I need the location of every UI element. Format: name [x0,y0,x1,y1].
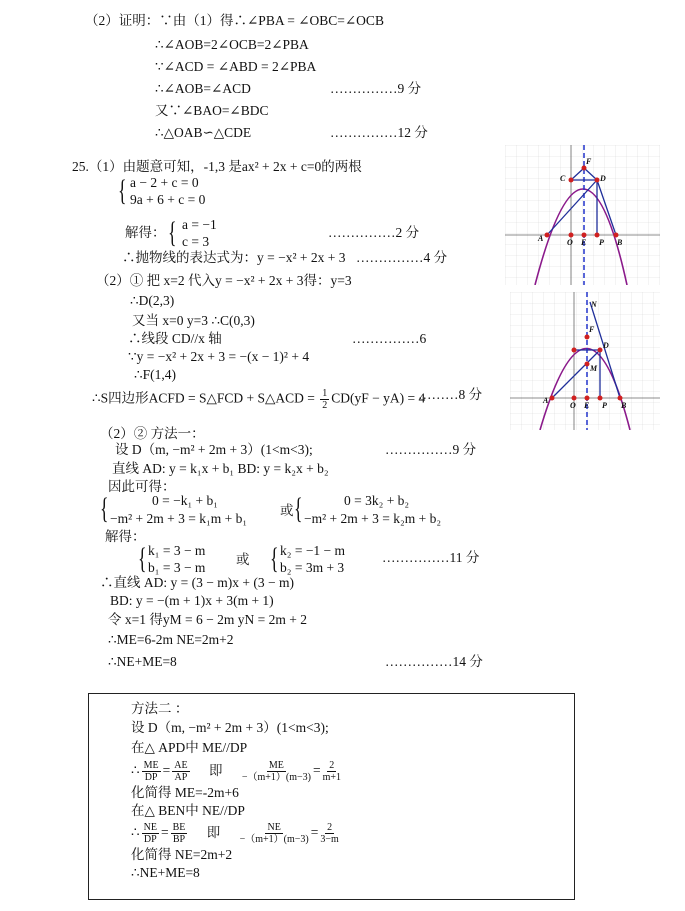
proof-score-9: ……………9 分 [330,81,422,96]
system-3-row-2: −m² + 2m + 3 = k₂m + b₂ [304,511,442,526]
proof-line-5: 又∵∠BAO=∠BDC [155,103,269,118]
sum-1: ∴NE+ME=8 [108,654,177,669]
ad-line: ∴直线 AD: y = (3 − m)x + (3 − m) [100,575,294,590]
system-1-row-2: 9a + 6 + c = 0 [130,192,206,207]
proof-line-1: （2）证明：∵由（1）得∴∠PBA = ∠OBC=∠OCB [85,13,384,28]
q25-intro: 25.（1）由题意可知，-1,3 是ax² + 2x + c=0的两根 [72,159,362,174]
method2-ratio-1: ∴ $\frac{ME}{DP}$ = $\frac{AE}{AP}$ 即 $\frac{ME}{-(m+1)(m-3)}$ = $\frac{2}{m+1}$ [131,760,341,783]
method2-sum: ∴NE+ME=8 [131,865,200,880]
proof-line-4: ∴∠AOB=∠ACD [155,81,251,96]
method1-lines: 直线 AD: y = k₁x + b₁ BD: y = k₂x + b₂ [112,461,329,476]
graph2-label-F: F [589,325,595,334]
method1-d: 设 D（m, −m² + 2m + 3）(1<m<3); [115,442,313,457]
graph1-label-E: E [581,238,587,247]
area-half-fraction: $\frac{1}{2}$ [322,388,328,411]
system-2-row-2: −m² + 2m + 3 = k₁m + b₁ [110,511,248,526]
method1-title: （2）② 方法一： [100,426,205,441]
method2-t1: 在△ APD中 ME//DP [131,740,248,755]
x1-values: 令 x=1 得yM = 6 − 2m yN = 2m + 2 [108,612,307,627]
score-11: ……………11 分 [382,550,480,565]
p2-line-2: ∴D(2,3) [130,293,175,308]
graph2-label-P: P [602,401,607,410]
method2-s1: 化简得 ME=-2m+6 [131,785,239,800]
graph2-label-O: O [570,401,576,410]
graph1-label-D: D [600,174,606,183]
solve-label: 解得： [125,225,166,240]
graph1-label-B: B [617,238,623,247]
score-9b: ……………9 分 [385,442,477,457]
graph2-label-N: N [591,300,597,309]
solution-1-row-1: a = −1 [182,217,217,232]
or-2: 或 [236,552,250,567]
score-8: ………8 分 [418,387,483,402]
graph2-label-M: M [590,364,598,373]
solution-1-row-2: c = 3 [182,234,210,249]
area-formula-tail: CD(yF − yA) = 4 [331,390,426,406]
or-1: 或 [280,503,294,518]
graph1-label-A: A [538,234,544,243]
method2-d: 设 D（m, −m² + 2m + 3）(1<m<3); [131,720,329,735]
graph1-label-P: P [599,238,604,247]
proof-score-12: ……………12 分 [330,125,428,140]
graph2-label-A: A [543,396,549,405]
graph1-label-F: F [586,157,592,166]
p2-line-3: 又当 x=0 y=3 ∴C(0,3) [132,313,255,328]
system-4-row-1: k₁ = 3 − m [148,543,206,558]
me-ne: ∴ME=6-2m NE=2m+2 [108,632,234,647]
parabola-expression: ∴抛物线的表达式为：y = −x² + 2x + 3 [122,250,346,265]
method1-hence: 因此可得： [108,479,176,494]
method2-title: 方法二 ： [131,701,189,716]
graph2-label-E: E [584,401,590,410]
graph2-label-D: D [603,341,609,350]
system-5-row-1: k₂ = −1 − m [280,543,346,558]
p2-line-6: ∴F(1,4) [134,367,176,382]
method2-ratio-2: ∴ $\frac{NE}{DP}$ = $\frac{BE}{BP}$ 即 $\frac{NE}{-(m+1)(m-3)}$ = $\frac{2}{3-m}$ [131,822,339,845]
bd-line: BD: y = −(m + 1)x + 3(m + 1) [110,593,274,608]
system-1-row-1: a − 2 + c = 0 [130,175,199,190]
system-2-row-1: 0 = −k₁ + b₁ [152,493,219,508]
p2-line-4: ∴线段 CD//x 轴 [128,331,222,346]
area-formula-head: ∴S四边形ACFD = S△FCD + S△ACD = [92,390,319,406]
method2-s2: 化简得 NE=2m+2 [131,847,233,862]
p2-line-5: ∵y = −x² + 2x + 3 = −(x − 1)² + 4 [128,349,310,364]
graph-1 [505,145,660,285]
graph-2 [510,292,660,430]
area-formula [92,388,425,411]
p2-line-1: （2）① 把 x=2 代入y = −x² + 2x + 3得：y=3 [96,273,352,288]
score-6: ……………6 [352,331,427,346]
method2-box [88,693,575,900]
system-5-row-2: b₂ = 3m + 3 [280,560,345,575]
system-3-row-1: 0 = 3k₂ + b₂ [344,493,410,508]
score-4: ……………4 分 [356,250,448,265]
graph1-label-C: C [560,174,566,183]
graph1-label-O: O [567,238,573,247]
proof-line-3: ∵∠ACD = ∠ABD = 2∠PBA [155,59,317,74]
proof-line-6: ∴△OAB∽△CDE [155,125,252,140]
system-4-row-2: b₁ = 3 − m [148,560,206,575]
score-14: ……………14 分 [385,654,483,669]
score-2: ……………2 分 [328,225,420,240]
solve2-label: 解得： [105,529,146,544]
graph2-label-B: B [621,401,627,410]
proof-line-2: ∴∠AOB=2∠OCB=2∠PBA [155,37,309,52]
method2-t2: 在△ BEN中 NE//DP [131,803,245,818]
